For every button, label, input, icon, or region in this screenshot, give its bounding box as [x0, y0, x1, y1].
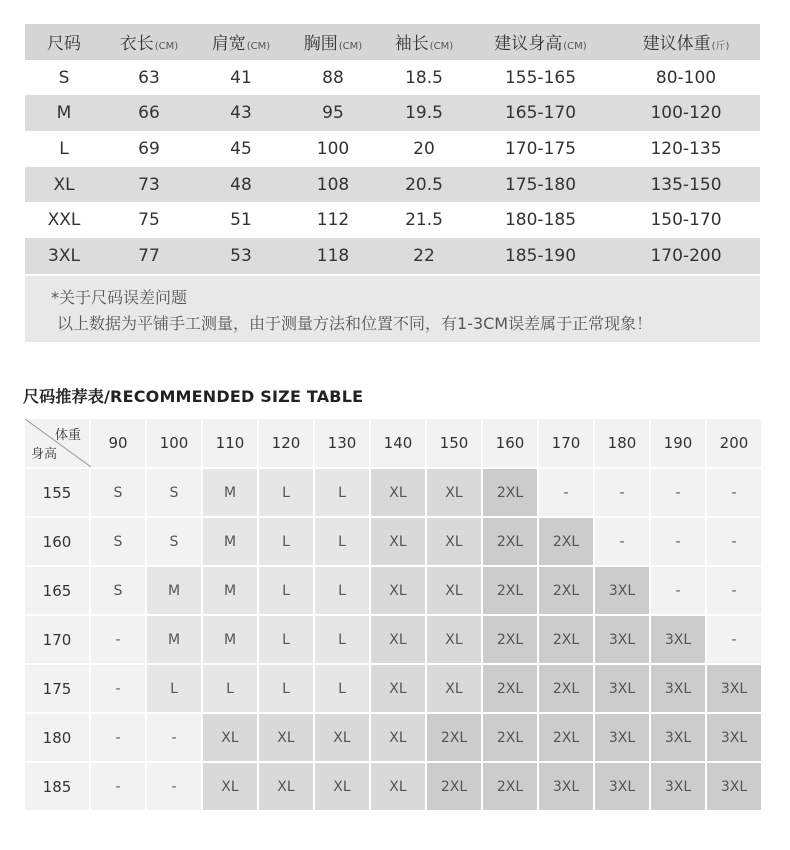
header-label: 肩宽 — [211, 34, 246, 55]
size-cell: 3XL — [595, 714, 649, 761]
size-cell: XL — [371, 665, 425, 712]
size-cell: M — [147, 567, 201, 614]
size-cell: 2XL — [483, 567, 537, 614]
size-cell: L — [315, 616, 369, 663]
size-cell: 3XL — [651, 714, 705, 761]
measurement-note — [25, 276, 760, 342]
header-label: 建议身高 — [494, 34, 563, 55]
table-cell: 18.5 — [405, 67, 443, 88]
size-cell: L — [259, 469, 313, 516]
table-cell: 95 — [287, 95, 379, 131]
size-cell: S — [147, 518, 201, 565]
size-cell: 2XL — [483, 665, 537, 712]
table-cell: 22 — [379, 238, 469, 274]
size-chart-header-0 — [25, 24, 103, 60]
size-cell: 2XL — [483, 469, 537, 516]
size-cell: 3XL — [595, 665, 649, 712]
size-cell: XL — [315, 714, 369, 761]
table-cell: 45 — [230, 138, 252, 159]
header-label: 袖长 — [394, 34, 429, 55]
size-cell: XL — [427, 469, 481, 516]
header-label: 建议体重 — [642, 34, 711, 55]
size-cell: - — [91, 763, 145, 810]
size-cell: XL — [427, 616, 481, 663]
size-cell: 2XL — [483, 714, 537, 761]
size-cell: L — [315, 567, 369, 614]
table-cell: 20.5 — [379, 167, 469, 203]
size-cell: XL — [371, 714, 425, 761]
size-cell: 3XL — [707, 714, 761, 761]
weight-header-cell: 180 — [595, 419, 649, 467]
weight-header-cell: 160 — [483, 419, 537, 467]
size-cell: 2XL — [539, 665, 593, 712]
weight-header-cell: 140 — [371, 419, 425, 467]
table-cell: 135-150 — [612, 167, 760, 203]
size-cell: - — [595, 469, 649, 516]
table-cell: 75 — [138, 210, 160, 231]
header-unit: (CM) — [246, 41, 271, 53]
size-cell: L — [147, 665, 201, 712]
height-label-cell: 155 — [25, 469, 89, 516]
size-cell: 3XL — [595, 567, 649, 614]
size-chart-header-2 — [195, 24, 287, 60]
table-cell: 88 — [322, 67, 344, 88]
size-cell: 3XL — [595, 616, 649, 663]
size-cell: - — [595, 518, 649, 565]
size-cell: L — [315, 469, 369, 516]
size-chart-header-6 — [612, 24, 760, 60]
size-cell: XL — [371, 469, 425, 516]
size-cell: 2XL — [483, 518, 537, 565]
table-cell: 112 — [316, 210, 350, 231]
corner-weight-label: 体重 — [54, 428, 81, 443]
size-cell: L — [259, 665, 313, 712]
size-cell: L — [315, 665, 369, 712]
table-cell: 53 — [195, 238, 287, 274]
size-cell: 2XL — [427, 763, 481, 810]
table-cell: 118 — [287, 238, 379, 274]
table-cell: 19.5 — [379, 95, 469, 131]
table-cell: 48 — [195, 167, 287, 203]
size-cell: XL — [427, 665, 481, 712]
table-row — [25, 167, 760, 203]
size-cell: M — [203, 567, 257, 614]
height-label-cell: 180 — [25, 714, 89, 761]
height-label-cell: 175 — [25, 665, 89, 712]
weight-header-cell: 190 — [651, 419, 705, 467]
weight-header-cell: 150 — [427, 419, 481, 467]
table-cell: S — [58, 67, 70, 88]
size-cell: XL — [371, 567, 425, 614]
recommended-row — [25, 616, 761, 663]
weight-header-cell: 130 — [315, 419, 369, 467]
size-cell: XL — [371, 763, 425, 810]
table-cell: 180-185 — [504, 210, 577, 231]
size-cell: 3XL — [651, 763, 705, 810]
recommended-size-table — [23, 417, 763, 812]
table-cell: 100-120 — [612, 95, 760, 131]
size-cell: - — [651, 469, 705, 516]
size-cell: 2XL — [427, 714, 481, 761]
size-chart-header-4 — [379, 24, 469, 60]
size-cell: - — [147, 763, 201, 810]
size-cell: L — [315, 518, 369, 565]
weight-header-cell: 120 — [259, 419, 313, 467]
size-cell: S — [91, 567, 145, 614]
size-cell: - — [91, 616, 145, 663]
size-cell: - — [651, 567, 705, 614]
size-cell: 2XL — [539, 714, 593, 761]
table-cell: 165-170 — [469, 95, 612, 131]
header-label: 尺码 — [47, 34, 81, 55]
weight-header-cell: 100 — [147, 419, 201, 467]
weight-header-cell: 170 — [539, 419, 593, 467]
size-cell: - — [651, 518, 705, 565]
size-cell: XL — [259, 714, 313, 761]
table-row — [25, 95, 760, 131]
table-cell: 175-180 — [469, 167, 612, 203]
size-chart-header-3 — [287, 24, 379, 60]
height-label-cell: 165 — [25, 567, 89, 614]
table-row — [25, 131, 760, 167]
size-cell: - — [707, 567, 761, 614]
size-cell: - — [91, 665, 145, 712]
table-cell: 77 — [103, 238, 195, 274]
size-cell: S — [91, 518, 145, 565]
size-cell: M — [203, 616, 257, 663]
size-cell: 2XL — [539, 616, 593, 663]
recommended-row — [25, 714, 761, 761]
table-cell: 108 — [287, 167, 379, 203]
note-body: 以上数据为平铺手工测量，由于测量方法和位置不同，有1-3CM误差属于正常现象！ — [57, 314, 653, 333]
table-row — [25, 60, 760, 96]
size-cell: M — [203, 469, 257, 516]
size-cell: 3XL — [707, 763, 761, 810]
recommended-row — [25, 665, 761, 712]
note-title: *关于尺码误差问题 — [51, 288, 188, 307]
header-label: 胸围 — [303, 34, 338, 55]
table-cell: 170-175 — [504, 138, 577, 159]
size-chart-header-row — [25, 24, 760, 60]
size-cell: - — [707, 469, 761, 516]
size-cell: XL — [371, 518, 425, 565]
table-row — [25, 202, 760, 238]
table-cell: XL — [25, 167, 103, 203]
size-cell: M — [203, 518, 257, 565]
size-cell: 3XL — [651, 616, 705, 663]
header-label: 衣长 — [119, 34, 154, 55]
size-cell: - — [707, 518, 761, 565]
size-cell: - — [147, 714, 201, 761]
recommended-row — [25, 469, 761, 516]
weight-header-row — [25, 419, 761, 467]
weight-header-cell: 110 — [203, 419, 257, 467]
table-cell: 3XL — [25, 238, 103, 274]
size-cell: XL — [427, 518, 481, 565]
corner-height-label: 身高 — [31, 447, 58, 462]
header-unit: (斤) — [711, 41, 730, 53]
table-cell: 20 — [413, 138, 435, 159]
table-cell: 170-200 — [612, 238, 760, 274]
height-label-cell: 160 — [25, 518, 89, 565]
height-label-cell: 185 — [25, 763, 89, 810]
recommended-row — [25, 518, 761, 565]
table-row — [25, 238, 760, 274]
table-cell: 100 — [316, 138, 350, 159]
recommended-row — [25, 567, 761, 614]
table-cell: L — [59, 138, 69, 159]
header-unit: (CM) — [338, 41, 363, 53]
size-cell: L — [203, 665, 257, 712]
size-cell: 3XL — [707, 665, 761, 712]
size-cell: S — [147, 469, 201, 516]
size-cell: - — [707, 616, 761, 663]
table-cell: 120-135 — [650, 138, 722, 159]
size-chart-table — [25, 24, 760, 274]
header-unit: (CM) — [563, 41, 587, 53]
table-cell: 66 — [103, 95, 195, 131]
table-cell: 185-190 — [469, 238, 612, 274]
size-cell: 2XL — [483, 616, 537, 663]
size-cell: 3XL — [595, 763, 649, 810]
table-cell: 21.5 — [405, 210, 443, 231]
table-cell: 43 — [195, 95, 287, 131]
table-cell: 80-100 — [655, 67, 717, 88]
weight-header-cell: 200 — [707, 419, 761, 467]
size-cell: M — [147, 616, 201, 663]
size-cell: L — [259, 616, 313, 663]
size-cell: L — [259, 518, 313, 565]
size-cell: 2XL — [483, 763, 537, 810]
table-cell: 73 — [103, 167, 195, 203]
header-unit: (CM) — [154, 41, 179, 53]
size-chart-header-5 — [469, 24, 612, 60]
size-cell: - — [91, 714, 145, 761]
size-cell: - — [539, 469, 593, 516]
size-cell: XL — [315, 763, 369, 810]
table-cell: M — [25, 95, 103, 131]
height-label-cell: 170 — [25, 616, 89, 663]
size-cell: 3XL — [539, 763, 593, 810]
size-cell: XL — [371, 616, 425, 663]
table-cell: 63 — [138, 67, 160, 88]
table-cell: 51 — [230, 210, 252, 231]
size-cell: 3XL — [651, 665, 705, 712]
size-cell: 2XL — [539, 518, 593, 565]
table-cell: 155-165 — [504, 67, 577, 88]
size-cell: 2XL — [539, 567, 593, 614]
weight-header-cell: 90 — [91, 419, 145, 467]
size-cell: XL — [427, 567, 481, 614]
size-cell: XL — [203, 714, 257, 761]
table-cell: 69 — [138, 138, 160, 159]
size-cell: L — [259, 567, 313, 614]
corner-cell — [25, 419, 89, 467]
header-unit: (CM) — [429, 41, 454, 53]
recommended-table-title: 尺码推荐表/RECOMMENDED SIZE TABLE — [23, 387, 364, 406]
size-cell: S — [91, 469, 145, 516]
table-cell: XXL — [47, 210, 81, 231]
size-cell: XL — [259, 763, 313, 810]
table-cell: 150-170 — [650, 210, 722, 231]
table-cell: 41 — [230, 67, 252, 88]
recommended-row — [25, 763, 761, 810]
size-cell: XL — [203, 763, 257, 810]
size-chart-header-1 — [103, 24, 195, 60]
